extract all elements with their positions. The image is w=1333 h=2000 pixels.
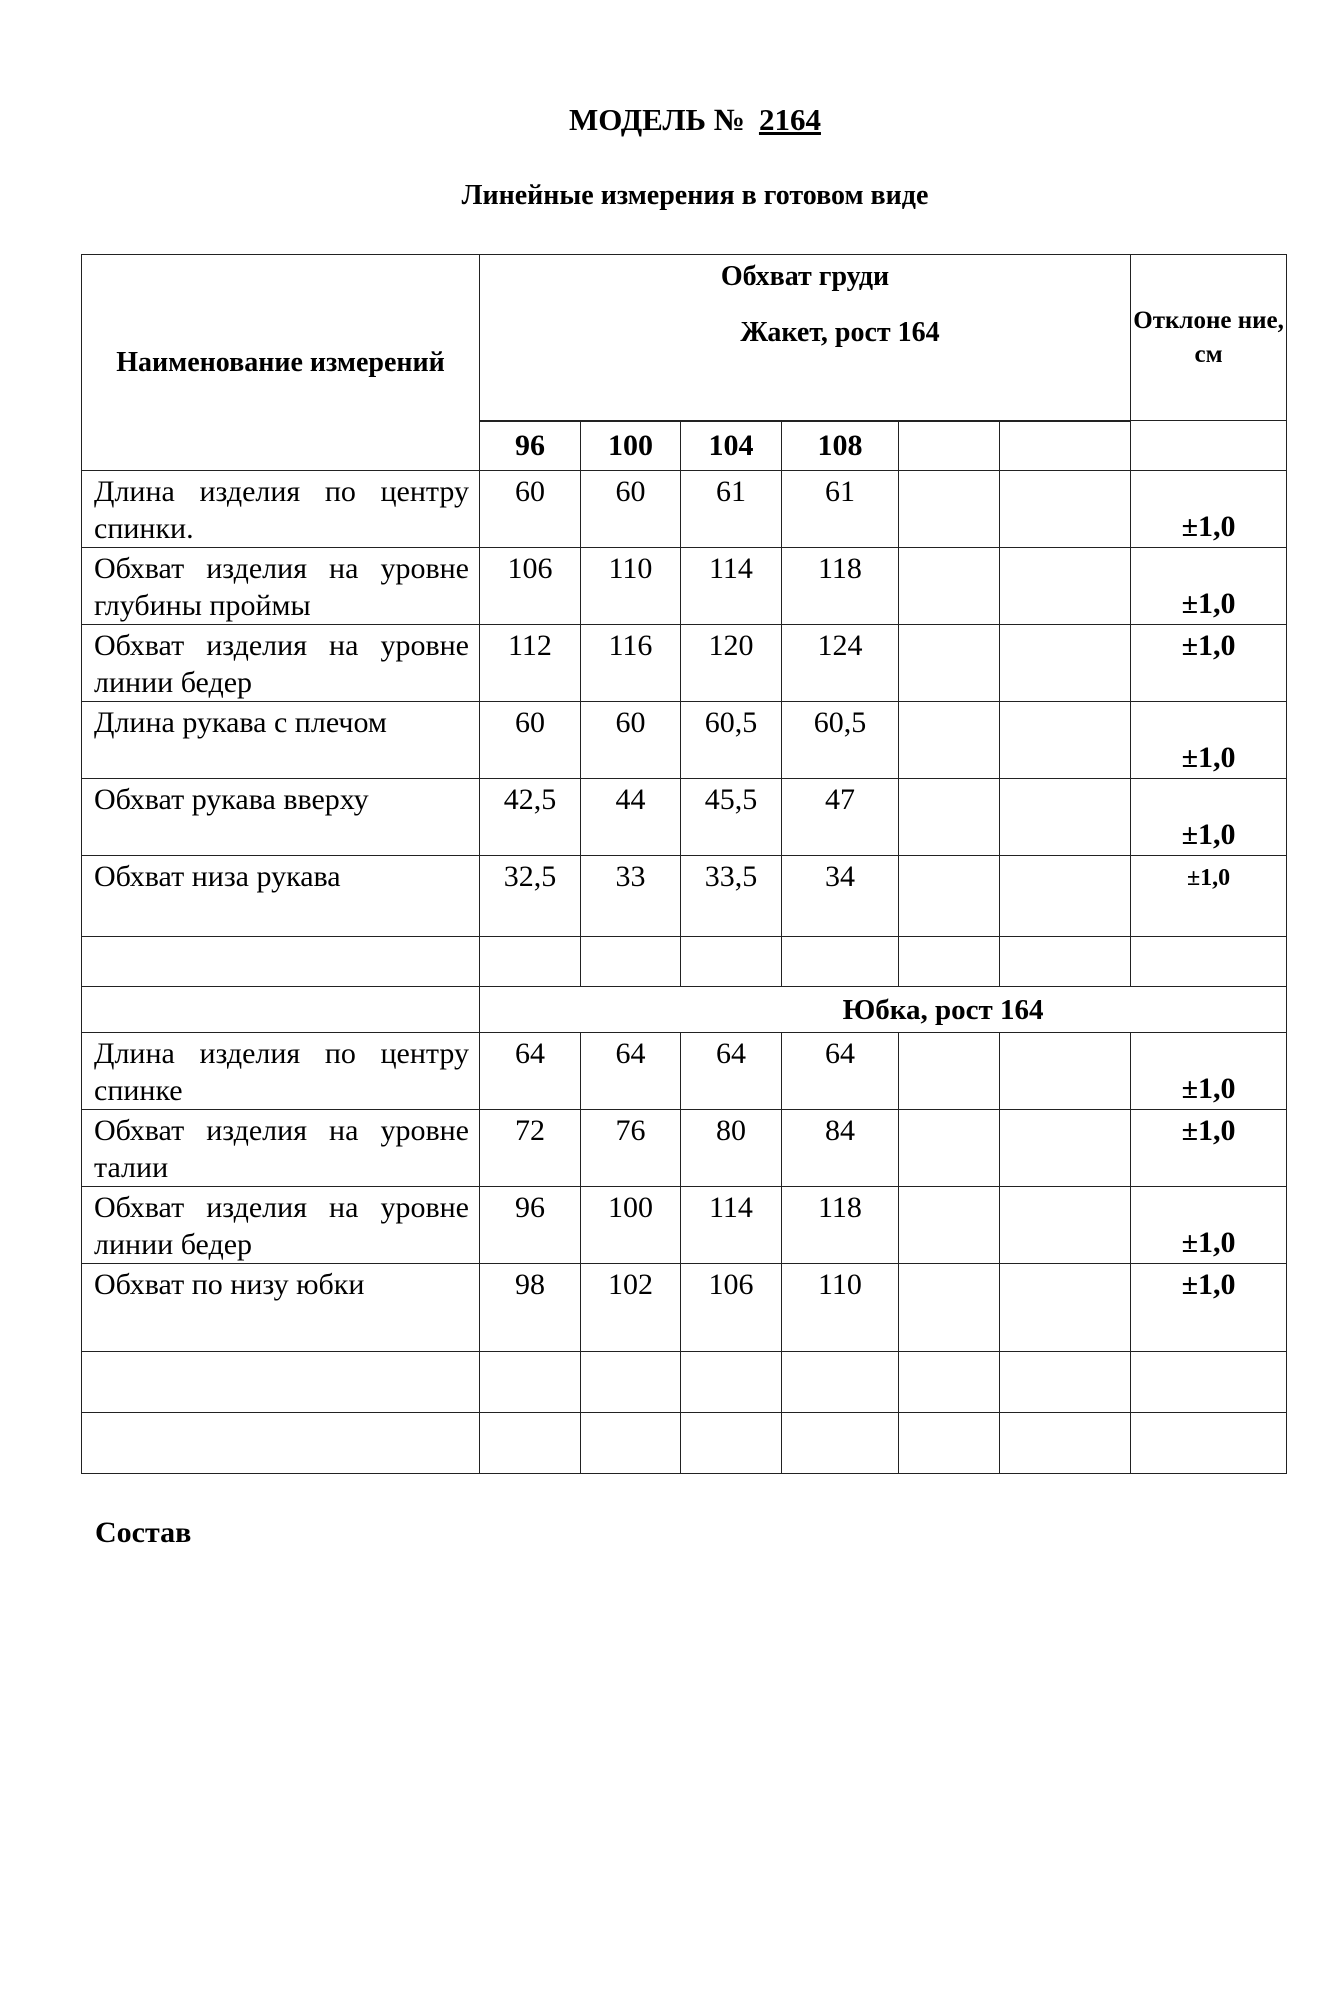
value-cell: 102 — [581, 1264, 681, 1352]
empty-cell — [1000, 1110, 1131, 1187]
empty-cell — [899, 421, 1000, 471]
empty-cell — [899, 548, 1000, 625]
empty-cell — [1000, 471, 1131, 548]
empty-row — [82, 937, 1287, 987]
deviation-cell: ±1,0 — [1131, 625, 1287, 702]
deviation-cell: ±1,0 — [1131, 471, 1287, 548]
empty-cell — [1131, 1352, 1287, 1413]
empty-cell — [1131, 421, 1287, 471]
empty-cell — [1000, 1352, 1131, 1413]
measurements-table — [81, 254, 1287, 1474]
empty-cell — [480, 1413, 581, 1474]
value-cell: 47 — [782, 779, 899, 856]
model-number: 2164 — [758, 102, 821, 137]
deviation-cell: ±1,0 — [1131, 1187, 1287, 1264]
value-cell: 60 — [581, 471, 681, 548]
table-row — [82, 702, 1287, 779]
empty-cell — [899, 625, 1000, 702]
empty-cell — [1000, 1413, 1131, 1474]
size-header: 108 — [782, 421, 899, 471]
empty-cell — [82, 1413, 480, 1474]
measurement-name: Обхват низа рукава — [82, 856, 480, 937]
empty-cell — [899, 1264, 1000, 1352]
deviation-cell: ±1,0 — [1131, 779, 1287, 856]
deviation-column-header: Отклоне ние, см — [1131, 255, 1287, 421]
value-cell: 61 — [681, 471, 782, 548]
value-cell: 42,5 — [480, 779, 581, 856]
empty-cell — [1000, 1033, 1131, 1110]
empty-cell — [899, 1413, 1000, 1474]
empty-row — [82, 1352, 1287, 1413]
empty-cell — [899, 1187, 1000, 1264]
page-title — [0, 102, 1333, 138]
value-cell: 98 — [480, 1264, 581, 1352]
value-cell: 72 — [480, 1110, 581, 1187]
empty-cell — [782, 1413, 899, 1474]
empty-cell — [581, 1413, 681, 1474]
value-cell: 106 — [681, 1264, 782, 1352]
empty-cell — [480, 937, 581, 987]
empty-cell — [681, 1352, 782, 1413]
value-cell: 64 — [782, 1033, 899, 1110]
measurement-name: Обхват изделия на уровне линии бедер — [82, 1187, 480, 1264]
table-row — [82, 471, 1287, 548]
empty-cell — [1000, 856, 1131, 937]
value-cell: 80 — [681, 1110, 782, 1187]
empty-cell — [899, 471, 1000, 548]
deviation-cell: ±1,0 — [1131, 702, 1287, 779]
value-cell: 76 — [581, 1110, 681, 1187]
value-cell: 96 — [480, 1187, 581, 1264]
empty-cell — [1000, 548, 1131, 625]
composition-heading: Состав — [95, 1516, 192, 1549]
value-cell: 60 — [480, 702, 581, 779]
measurement-name: Обхват по низу юбки — [82, 1264, 480, 1352]
empty-cell — [681, 937, 782, 987]
table-row — [82, 1110, 1287, 1187]
empty-cell — [1000, 1187, 1131, 1264]
value-cell: 33 — [581, 856, 681, 937]
bust-group-title: Обхват груди — [720, 261, 890, 292]
empty-cell — [899, 702, 1000, 779]
table-row — [82, 1033, 1287, 1110]
empty-cell — [581, 937, 681, 987]
value-cell: 114 — [681, 1187, 782, 1264]
empty-cell — [899, 937, 1000, 987]
table-row — [82, 548, 1287, 625]
value-cell: 116 — [581, 625, 681, 702]
measurement-name: Обхват изделия на уровне талии — [82, 1110, 480, 1187]
measurement-name: Обхват изделия на уровне глубины проймы — [82, 548, 480, 625]
deviation-cell: ±1,0 — [1131, 1264, 1287, 1352]
measurement-name: Длина рукава с плечом — [82, 702, 480, 779]
value-cell: 118 — [782, 1187, 899, 1264]
measurement-name: Обхват рукава вверху — [82, 779, 480, 856]
name-column-header: Наименование измерений — [82, 255, 480, 471]
value-cell: 33,5 — [681, 856, 782, 937]
value-cell: 64 — [581, 1033, 681, 1110]
size-header: 100 — [581, 421, 681, 471]
deviation-cell: ±1,0 — [1131, 548, 1287, 625]
empty-cell — [681, 1413, 782, 1474]
empty-cell — [1000, 702, 1131, 779]
value-cell: 120 — [681, 625, 782, 702]
table-row — [82, 1187, 1287, 1264]
deviation-cell: ±1,0 — [1131, 1110, 1287, 1187]
value-cell: 60 — [581, 702, 681, 779]
value-cell: 112 — [480, 625, 581, 702]
value-cell: 60,5 — [782, 702, 899, 779]
value-cell: 45,5 — [681, 779, 782, 856]
table-row — [82, 625, 1287, 702]
value-cell: 114 — [681, 548, 782, 625]
value-cell: 100 — [581, 1187, 681, 1264]
page-subtitle: Линейные измерения в готовом виде — [461, 180, 929, 211]
value-cell: 60,5 — [681, 702, 782, 779]
empty-cell — [899, 1352, 1000, 1413]
header-row — [82, 255, 1287, 421]
empty-cell — [1000, 937, 1131, 987]
empty-row — [82, 1413, 1287, 1474]
measurement-name: Длина изделия по центру спинке — [82, 1033, 480, 1110]
value-cell: 34 — [782, 856, 899, 937]
empty-cell — [899, 779, 1000, 856]
empty-cell — [1000, 625, 1131, 702]
empty-cell — [1131, 937, 1287, 987]
value-cell: 64 — [681, 1033, 782, 1110]
empty-cell — [82, 1352, 480, 1413]
empty-cell — [1131, 1413, 1287, 1474]
jacket-height-label: Жакет, рост 164 — [740, 317, 940, 348]
bust-group-header — [480, 255, 1131, 421]
empty-cell — [899, 1110, 1000, 1187]
value-cell: 118 — [782, 548, 899, 625]
empty-cell — [82, 987, 480, 1033]
value-cell: 110 — [581, 548, 681, 625]
value-cell: 32,5 — [480, 856, 581, 937]
value-cell: 84 — [782, 1110, 899, 1187]
deviation-cell: ±1,0 — [1131, 1033, 1287, 1110]
measurement-name: Обхват изделия на уровне линии бедер — [82, 625, 480, 702]
skirt-section-label: Юбка, рост 164 — [842, 993, 1044, 1026]
model-label: МОДЕЛЬ № — [569, 102, 745, 137]
empty-cell — [899, 856, 1000, 937]
size-header: 104 — [681, 421, 782, 471]
skirt-section-header — [480, 987, 1287, 1033]
empty-cell — [82, 937, 480, 987]
empty-cell — [1000, 779, 1131, 856]
value-cell: 110 — [782, 1264, 899, 1352]
value-cell: 124 — [782, 625, 899, 702]
empty-cell — [899, 1033, 1000, 1110]
table-row — [82, 779, 1287, 856]
deviation-cell: ±1,0 — [1131, 856, 1287, 937]
value-cell: 106 — [480, 548, 581, 625]
table-row — [82, 1264, 1287, 1352]
measurement-name: Длина изделия по центру спинки. — [82, 471, 480, 548]
value-cell: 61 — [782, 471, 899, 548]
empty-cell — [782, 937, 899, 987]
value-cell: 44 — [581, 779, 681, 856]
size-header: 96 — [480, 421, 581, 471]
empty-cell — [581, 1352, 681, 1413]
skirt-section-row — [82, 987, 1287, 1033]
value-cell: 60 — [480, 471, 581, 548]
empty-cell — [782, 1352, 899, 1413]
table-row — [82, 856, 1287, 937]
empty-cell — [480, 1352, 581, 1413]
empty-cell — [1000, 421, 1131, 471]
value-cell: 64 — [480, 1033, 581, 1110]
empty-cell — [1000, 1264, 1131, 1352]
